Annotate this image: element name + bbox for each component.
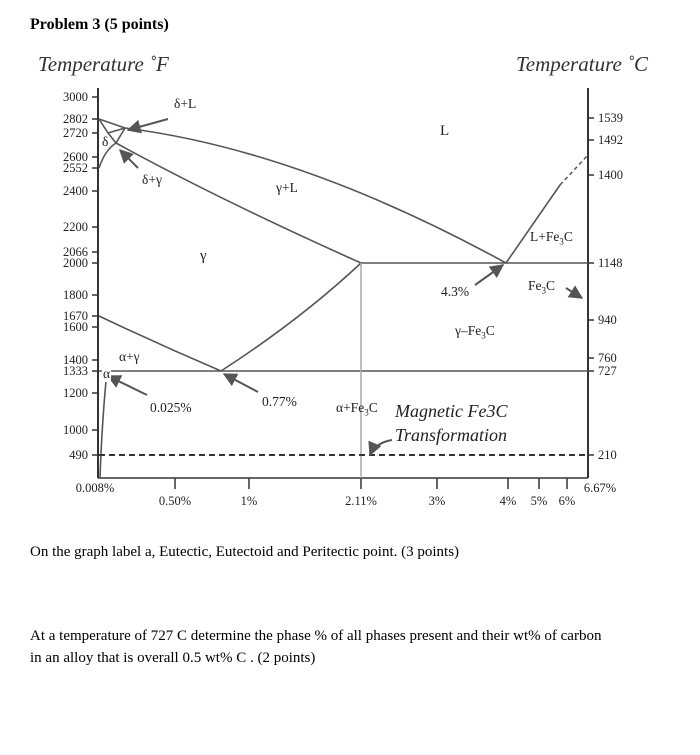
region-alpha: α	[103, 366, 111, 381]
phase-boundaries	[99, 119, 588, 478]
bottom-tick-label: 1%	[240, 494, 258, 508]
bottom-tick-label: 0.50%	[158, 494, 192, 508]
subscript: 3	[364, 407, 369, 418]
left-tick-label: 2400	[63, 184, 88, 198]
label-text: α+Fe	[336, 400, 365, 415]
subscript: 3	[559, 236, 564, 247]
left-tick-label: 490	[69, 448, 88, 462]
label-text: C	[485, 323, 495, 338]
left-tick-label: 1000	[63, 423, 88, 437]
question-1: On the graph label a, Eutectic, Eutectoid and Peritectic point. (3 points)	[30, 544, 460, 560]
arrow-4-3	[475, 265, 503, 285]
problem-title: Problem 3 (5 points)	[30, 16, 169, 33]
arrow-0-77	[224, 374, 258, 392]
subscript: 3	[481, 330, 486, 341]
left-tick-label: 2720	[63, 126, 88, 140]
delta-right-boundary	[108, 133, 116, 143]
bottom-tick-label: 4%	[499, 494, 517, 508]
arrow-0-025	[108, 376, 147, 395]
label-text: C	[546, 278, 556, 293]
region-delta-l: δ+L	[174, 96, 197, 111]
subscript: 3	[541, 285, 546, 296]
fe3c-liquidus	[506, 185, 560, 263]
right-tick-label: 1400	[598, 168, 623, 182]
label-text: L+Fe	[530, 229, 560, 244]
right-tick-label: 1492	[598, 133, 623, 147]
label-text: C	[563, 229, 573, 244]
left-tick-label: 1600	[63, 320, 88, 334]
region-delta: δ	[102, 134, 109, 149]
magnetic-label-line1: Magnetic Fe3C	[395, 401, 508, 421]
acm-line	[221, 263, 361, 371]
left-tick-label: 1400	[63, 353, 88, 367]
region-l-fe3c	[530, 229, 573, 247]
bottom-tick-marks	[175, 478, 567, 489]
right-tick-label: 940	[598, 313, 617, 327]
left-tick-label: 1800	[63, 288, 88, 302]
left-tick-label: 2066	[63, 245, 88, 259]
left-tick-label: 1670	[63, 309, 88, 323]
arrow-magnetic	[370, 440, 392, 455]
region-delta-gamma: δ+γ	[142, 172, 162, 187]
right-tick-label: 1539	[598, 111, 623, 125]
alpha-boundary	[100, 371, 107, 478]
left-tick-label: 2000	[63, 256, 88, 270]
label-text: C	[368, 400, 378, 415]
bottom-tick-label: 6.67%	[583, 481, 617, 495]
liquidus-left	[99, 119, 125, 128]
right-tick-label: 727	[598, 364, 617, 378]
region-fe3c	[528, 278, 555, 296]
left-tick-label: 2802	[63, 112, 88, 126]
temperature-c-axis-title: Temperature ˚C	[516, 52, 649, 76]
left-tick-label: 3000	[63, 90, 88, 104]
magnetic-label-line2: Transformation	[395, 425, 508, 445]
region-alpha-fe3c	[336, 400, 378, 418]
arrow-fe3c	[566, 288, 582, 298]
left-tick-label: 2552	[63, 161, 88, 175]
right-tick-label: 1148	[598, 256, 623, 270]
label-0-025-percent: 0.025%	[150, 400, 192, 415]
temperature-f-axis-title: Temperature ˚F	[38, 52, 169, 76]
region-gamma: γ	[200, 248, 207, 264]
region-liquid: L	[440, 123, 450, 139]
dashed-extension	[560, 155, 588, 185]
right-tick-label: 210	[598, 448, 617, 462]
label-4-3-percent: 4.3%	[441, 284, 470, 299]
question-2-line-2: in an alloy that is overall 0.5 wt% C . (2 points)	[30, 650, 316, 666]
left-tick-label: 1333	[63, 364, 88, 378]
region-alpha-gamma: α+γ	[119, 349, 140, 364]
bottom-tick-label: 2.11%	[345, 494, 377, 508]
region-gamma-fe3c	[455, 323, 495, 341]
solidus	[116, 143, 361, 263]
right-tick-label: 760	[598, 351, 617, 365]
left-tick-label: 2200	[63, 220, 88, 234]
a3-line	[99, 316, 221, 371]
arrow-delta-l	[128, 119, 168, 130]
question-2-line-1: At a temperature of 727 C determine the phase % of all phases present and their wt% of carbon	[30, 628, 602, 644]
label-0-77-percent: 0.77%	[262, 394, 297, 409]
label-text: γ–Fe	[455, 323, 482, 338]
bottom-tick-label: 5%	[530, 494, 548, 508]
bottom-tick-label: 0.008%	[75, 481, 115, 495]
label-text: Fe	[528, 278, 542, 293]
bottom-tick-label: 3%	[428, 494, 446, 508]
left-tick-label: 1200	[63, 386, 88, 400]
bottom-tick-label: 6%	[558, 494, 576, 508]
region-gamma-l: γ+L	[276, 180, 298, 195]
left-tick-label: 2600	[63, 150, 88, 164]
